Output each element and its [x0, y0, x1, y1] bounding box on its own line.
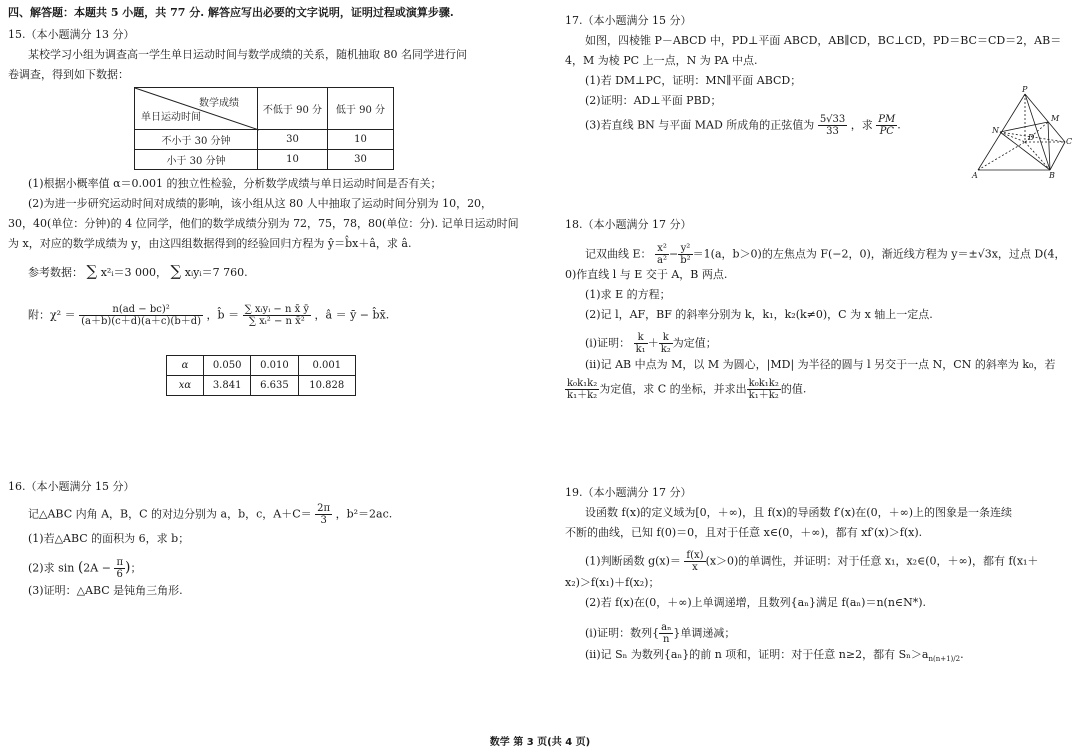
- q15-part2-line3: 为 x，对应的数学成绩为 y，由这四组数据得到的经验回归方程为 ŷ＝b̂x＋â，求 â.: [8, 237, 412, 250]
- q19-intro-line1: 设函数 f(x)的定义域为[0，＋∞)，且 f(x)的导函数 f′(x)在(0，＋∞)上的图象是一条连续: [585, 506, 1013, 519]
- b-denominator: ∑ xᵢ² − n x̄²: [248, 316, 305, 327]
- table-corner-cell: [135, 88, 258, 130]
- label-B: B: [1049, 171, 1055, 180]
- q19-part2: (2)若 f(x)在(0，＋∞)上单调递增，且数列{aₙ}满足 f(aₙ)＝n(n∈N*).: [585, 596, 926, 609]
- q17-part1: (1)若 DM⊥PC，证明：MN∥平面 ABCD；: [585, 74, 802, 87]
- q16-intro-text: 记△ABC 内角 A，B，C 的对边分别为 a，b，c，A＋C＝: [28, 507, 312, 521]
- k0k1k2-fraction-2: [747, 378, 781, 401]
- q15-contingency-table: [134, 87, 394, 170]
- q18-intro-line2: 0)作直线 l 与 E 交于 A，B 两点.: [565, 268, 728, 281]
- k0k1k2-fraction: [565, 378, 599, 401]
- label-P: P: [1022, 85, 1028, 94]
- paren-close: ): [125, 559, 131, 576]
- frac-numerator: f(x): [686, 550, 704, 561]
- frac-numerator: k: [659, 332, 673, 344]
- q19-part2-ii: [585, 648, 964, 666]
- frac-numerator: 2π: [317, 503, 331, 514]
- table-cell: 30: [327, 150, 393, 170]
- frac-numerator: k₀k₁k₂: [567, 378, 598, 389]
- q17-part2: (2)证明：AD⊥平面 PBD；: [585, 94, 722, 107]
- table-cell: 30: [257, 130, 327, 150]
- corner-bottom-label: 单日运动时间: [141, 112, 201, 123]
- a-hat-formula: ，â ＝ ȳ − b̂x̄.: [314, 308, 390, 322]
- reference-sum1: x²ᵢ＝3 000，: [100, 266, 168, 279]
- appendix-label: 附：χ² ＝: [28, 308, 76, 322]
- q18-part2: (2)记 l，AF，BF 的斜率分别为 k，k₁，k₂(k≠0)，C 为 x 轴上一定点.: [585, 308, 933, 321]
- a-subscript: n(n+1)/2: [928, 655, 961, 664]
- frac-numerator: k₀k₁k₂: [748, 378, 779, 389]
- alpha-value: 0.050: [204, 356, 251, 376]
- q18-intro-text: 记双曲线 E：: [585, 247, 652, 261]
- q18-intro-tail: ＝1(a，b＞0)的左焦点为 F(−2，0)，渐近线方程为 y＝±√3x，过点 D(4，: [692, 247, 1066, 261]
- reference-label: 参考数据：: [28, 266, 83, 279]
- q17-part3-fraction: [818, 114, 847, 137]
- q16-part2-fraction: [114, 557, 125, 580]
- k-over-k2: [659, 332, 673, 355]
- frac-numerator: π: [116, 557, 124, 568]
- k-over-k1: [634, 332, 648, 355]
- table-cell: 10: [257, 150, 327, 170]
- q16-part2-inner: 2A −: [83, 561, 111, 575]
- sigma-symbol: ∑: [170, 262, 182, 280]
- frac-numerator: aₙ: [661, 622, 672, 633]
- q18-part1: (1)求 E 的方程；: [585, 288, 671, 301]
- q17-part3-mid: ，求: [850, 118, 873, 132]
- chi-denominator: (a＋b)(c＋d)(a＋c)(b＋d): [81, 316, 202, 327]
- label-D: D: [1028, 133, 1035, 142]
- q16-head: 16.（本小题满分 15 分）: [8, 480, 135, 493]
- fx-over-x: [684, 550, 705, 573]
- q17-intro-line1: 如图，四棱锥 P－ABCD 中，PD⊥平面 ABCD，AB∥CD，BC⊥CD，PD＝BC＝CD＝2，AB＝: [585, 34, 1062, 47]
- plus-sign: ＋: [647, 336, 659, 350]
- alpha-value: 0.001: [298, 356, 355, 376]
- frac-numerator: k: [634, 332, 648, 344]
- alpha-label: α: [167, 356, 204, 376]
- frac-denominator: k₁＋k₂: [748, 390, 779, 401]
- b-hat-fraction: [243, 304, 311, 327]
- hyperbola-frac-x: [655, 243, 669, 266]
- q19-head: 19.（本小题满分 17 分）: [565, 486, 692, 499]
- q16-part2-text: (2)求 sin: [28, 561, 75, 575]
- minus-sign: −: [669, 247, 679, 261]
- q16-intro: [28, 503, 392, 526]
- q19-part2-i-text: (ⅰ)证明：数列{: [585, 626, 660, 640]
- q19-part1-tail: (x＞0)的单调性，并证明：对于任意 x₁，x₂∈(0，＋∞)，都有 f(x₁＋: [705, 554, 1039, 568]
- q17-part3-end: .: [897, 118, 901, 132]
- chi-numerator: n(ad − bc)²: [79, 304, 203, 316]
- q15-part1: (1)根据小概率值 α＝0.001 的独立性检验，分析数学成绩与单日运动时间是否有关；: [28, 177, 442, 190]
- q18-part2-i: [585, 332, 717, 355]
- reference-sum2: xᵢyᵢ＝7 760.: [184, 266, 248, 279]
- x-alpha-label: xα: [167, 376, 204, 396]
- frac-denominator: n: [663, 634, 670, 645]
- b-numerator: ∑ xᵢyᵢ − n x̄ ȳ: [244, 304, 310, 315]
- q19-part2-ii-end: .: [960, 648, 964, 661]
- label-M: M: [1051, 114, 1060, 123]
- pyramid-figure: [970, 85, 1073, 181]
- q17-part3-text: (3)若直线 BN 与平面 MAD 所成角的正弦值为: [585, 118, 815, 132]
- frac-numerator: x²: [655, 243, 669, 255]
- table-cell: 10: [327, 130, 393, 150]
- q18-intro: [585, 243, 1066, 266]
- q19-part2-i: [585, 622, 735, 645]
- q15-part2-line2: 30，40(单位：分钟)的 4 位同学，他们的数学成绩分别为 72，75，78，80(单位：分). 记单日运动时间: [8, 217, 519, 230]
- q18-part2-i-text: (ⅰ)证明：: [585, 336, 631, 350]
- table-row-label: 小于 30 分钟: [135, 150, 258, 170]
- q19-intro-line2: 不断的曲线，已知 f(0)＝0，且对于任意 x∈(0，＋∞)，都有 xf′(x)＞f(x).: [565, 526, 923, 539]
- corner-top-label: 数学成绩: [198, 98, 239, 109]
- q15-reference-data: [28, 264, 248, 280]
- q15-appendix-formulas: [28, 304, 389, 327]
- q16-intro-tail: ，b²＝2ac.: [335, 507, 393, 521]
- q16-part3: (3)证明：△ABC 是钝角三角形.: [28, 584, 183, 597]
- sigma-symbol: ∑: [86, 262, 98, 280]
- q16-part1: (1)若△ABC 的面积为 6，求 b；: [28, 532, 190, 545]
- frac-numerator: PM: [878, 114, 896, 125]
- frac-denominator: k₂: [660, 344, 671, 355]
- x-alpha-value: 10.828: [298, 376, 355, 396]
- frac-denominator: PC: [879, 126, 894, 137]
- q17-part3-fraction2: [876, 114, 897, 137]
- q19-part1-line2: x₂)＞f(x₁)＋f(x₂)；: [565, 576, 660, 589]
- q18-part2-ii-mid: 为定值，求 C 的坐标，并求出: [599, 382, 747, 396]
- q17-part3: [585, 114, 901, 137]
- q18-part2-i-tail: 为定值；: [672, 336, 717, 350]
- q15-intro-line1: 某校学习小组为调查高一学生单日运动时间与数学成绩的关系，随机抽取 80 名同学进行问: [28, 48, 467, 61]
- an-over-n: [659, 622, 673, 645]
- chi-square-fraction: [79, 304, 203, 327]
- frac-numerator: y²: [678, 243, 692, 255]
- frac-denominator: 6: [116, 569, 123, 580]
- q18-part2-ii-line2: [565, 378, 806, 401]
- q18-head: 18.（本小题满分 17 分）: [565, 218, 692, 231]
- q15-intro-line2: 卷调查，得到如下数据：: [8, 68, 129, 81]
- b-hat-label: ，b̂ ＝: [206, 308, 240, 322]
- x-alpha-value: 6.635: [251, 376, 298, 396]
- section-title: 四、解答题：本题共 5 小题，共 77 分. 解答应写出必要的文字说明，证明过程或演算步骤.: [8, 6, 454, 19]
- q15-part2-line1: (2)为进一步研究运动时间对成绩的影响，该小组从这 80 人中抽取了运动时间分别为 10，20，: [28, 197, 493, 210]
- q15-critical-value-table: [166, 355, 356, 396]
- label-N: N: [992, 126, 999, 135]
- frac-denominator: x: [692, 562, 698, 573]
- table-header-col2: 低于 90 分: [327, 88, 393, 130]
- q19-part2-ii-text: (ⅱ)记 Sₙ 为数列{aₙ}的前 n 项和，证明：对于任意 n≥2，都有 Sₙ＞a: [585, 648, 929, 661]
- paren-open: (: [77, 559, 84, 576]
- frac-denominator: b²: [680, 255, 691, 266]
- q18-part2-ii-line1: (ⅱ)记 AB 中点为 M，以 M 为圆心，|MD| 为半径的圆与 l 另交于一点 N，CN 的斜率为 k₀，若: [585, 358, 1056, 371]
- frac-numerator: 5√33: [819, 114, 846, 125]
- q18-part2-ii-end: 的值.: [780, 382, 807, 396]
- q16-part2-end: ；: [130, 561, 142, 575]
- q19-part2-i-tail: }单调递减；: [673, 626, 736, 640]
- frac-denominator: 3: [320, 515, 327, 526]
- page-footer: 数学 第 3 页(共 4 页): [489, 737, 591, 748]
- frac-denominator: a²: [657, 255, 668, 266]
- q19-part1-text: (1)判断函数 g(x)＝: [585, 554, 681, 568]
- x-alpha-value: 3.841: [204, 376, 251, 396]
- q17-head: 17.（本小题满分 15 分）: [565, 14, 692, 27]
- frac-denominator: 33: [826, 126, 839, 137]
- q15-head: 15.（本小题满分 13 分）: [8, 28, 135, 41]
- hyperbola-frac-y: [678, 243, 692, 266]
- q17-intro-line2: 4，M 为棱 PC 上一点，N 为 PA 中点.: [565, 54, 758, 67]
- label-A: A: [972, 171, 978, 180]
- q16-part2: [28, 557, 142, 580]
- frac-denominator: k₁＋k₂: [567, 390, 598, 401]
- table-row-label: 不小于 30 分钟: [135, 130, 258, 150]
- frac-denominator: k₁: [635, 344, 646, 355]
- q19-part1: [585, 550, 1038, 573]
- alpha-value: 0.010: [251, 356, 298, 376]
- table-header-col1: 不低于 90 分: [257, 88, 327, 130]
- q16-intro-fraction: [315, 503, 332, 526]
- label-C: C: [1066, 137, 1073, 146]
